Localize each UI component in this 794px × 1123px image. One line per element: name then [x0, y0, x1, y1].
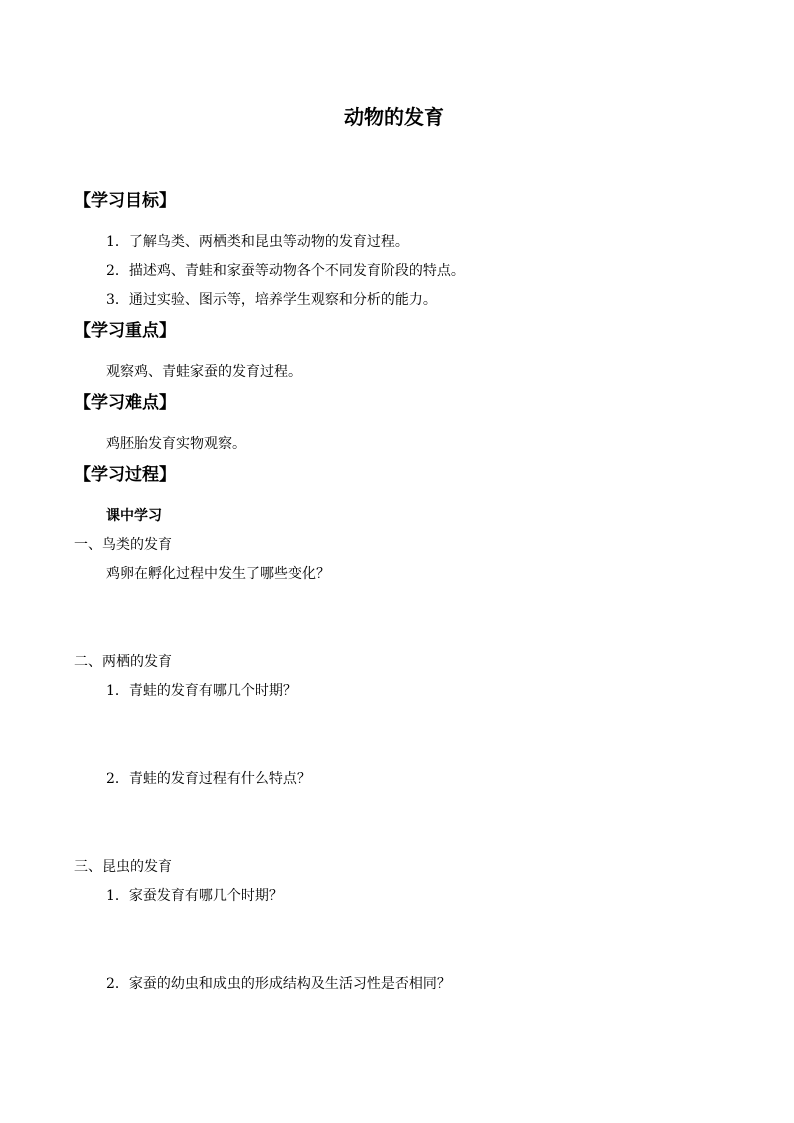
- section-amphibians-title: 二、两栖的发育: [74, 654, 172, 670]
- objective-item: 1．了解鸟类、两栖类和昆虫等动物的发育过程。: [106, 234, 409, 250]
- insects-question-1: 1．家蚕发育有哪几个时期？: [106, 888, 283, 904]
- difficulties-text: 鸡胚胎发育实物观察。: [106, 436, 246, 452]
- difficulties-heading: 【学习难点】: [74, 393, 176, 413]
- amphibians-question-2: 2．青蛙的发育过程有什么特点？: [106, 771, 311, 787]
- section-birds-title: 一、鸟类的发育: [74, 537, 172, 553]
- key-points-text: 观察鸡、青蛙家蚕的发育过程。: [106, 364, 302, 380]
- objective-item: 3．通过实验、图示等，培养学生观察和分析的能力。: [106, 292, 437, 308]
- birds-question: 鸡卵在孵化过程中发生了哪些变化？: [106, 566, 330, 582]
- process-subheading: 课中学习: [106, 508, 162, 524]
- insects-question-2: 2．家蚕的幼虫和成虫的形成结构及生活习性是否相同？: [106, 976, 451, 992]
- key-points-heading: 【学习重点】: [74, 321, 176, 341]
- document-title: 动物的发育: [344, 105, 444, 129]
- process-heading: 【学习过程】: [74, 465, 176, 485]
- section-insects-title: 三、昆虫的发育: [74, 859, 172, 875]
- objectives-heading: 【学习目标】: [74, 191, 176, 211]
- objective-item: 2．描述鸡、青蛙和家蚕等动物各个不同发育阶段的特点。: [106, 263, 465, 279]
- amphibians-question-1: 1．青蛙的发育有哪几个时期？: [106, 683, 297, 699]
